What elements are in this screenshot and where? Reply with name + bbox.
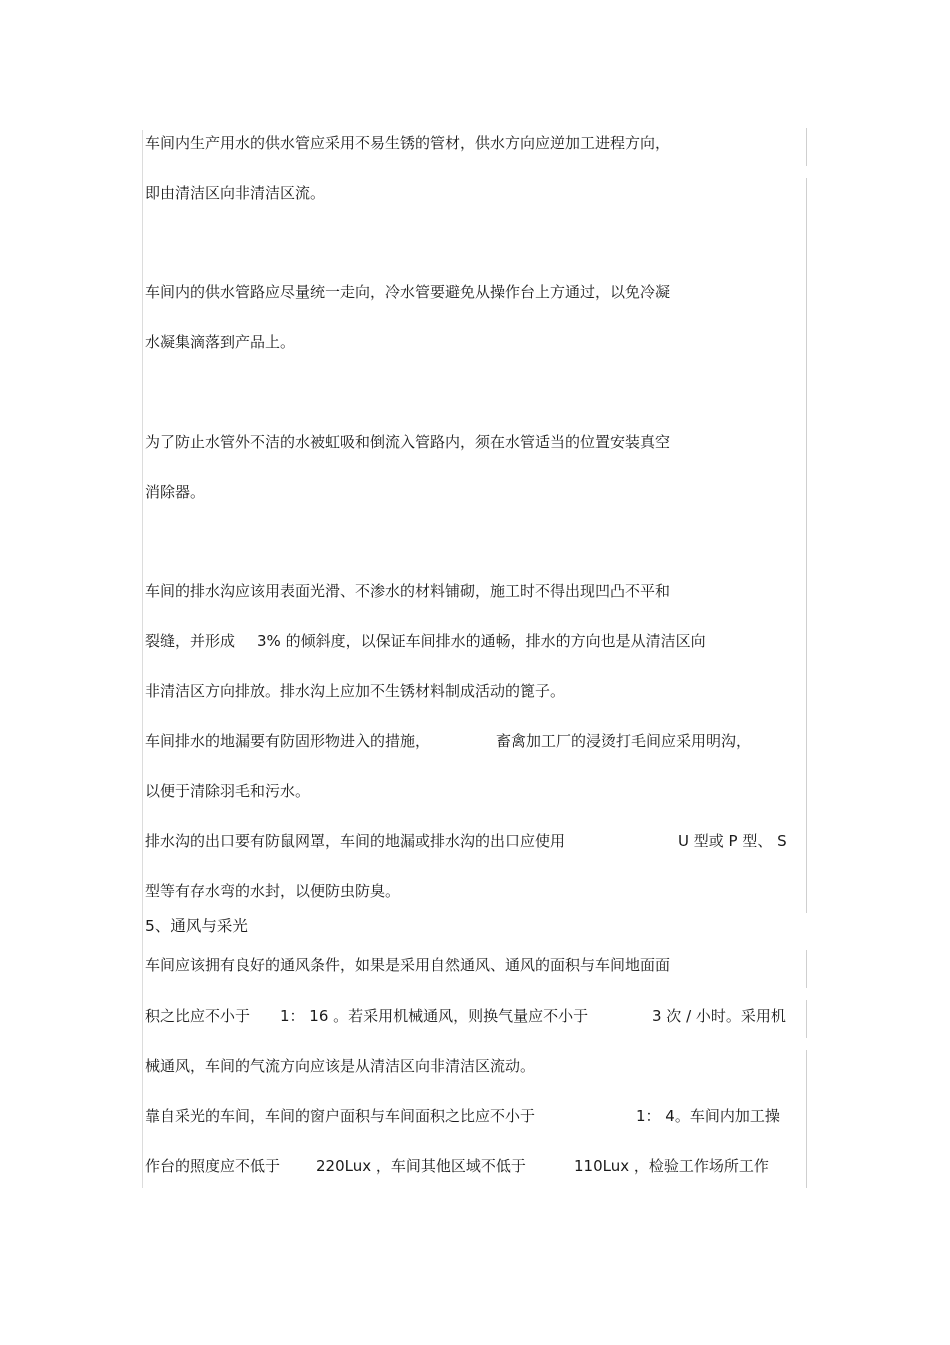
paragraph-line: 械通风，车间的气流方向应该是从清洁区向非清洁区流动。	[145, 1057, 536, 1075]
text-segment: U 型或 P 型、 S	[678, 832, 787, 850]
section-heading: 5、通风与采光	[145, 917, 248, 935]
text-segment: 车间排水的地漏要有防固形物进入的措施，	[145, 732, 431, 750]
paragraph-line: 水凝集滴落到产品上。	[145, 333, 296, 351]
right-margin-rule	[806, 950, 807, 988]
text-segment: 裂缝，并形成	[145, 632, 236, 650]
right-margin-rule	[806, 178, 807, 913]
text-segment: 1： 4。车间内加工操	[636, 1107, 780, 1125]
left-margin-rule	[142, 130, 143, 1188]
paragraph-line: 车间内生产用水的供水管应采用不易生锈的管材，供水方向应逆加工进程方向，	[145, 134, 671, 152]
text-segment: 作台的照度应不低于	[145, 1157, 281, 1175]
right-margin-rule	[806, 1050, 807, 1188]
paragraph-line: 消除器。	[145, 483, 206, 501]
paragraph-line: 车间应该拥有良好的通风条件，如果是采用自然通风、通风的面积与车间地面面	[145, 956, 671, 974]
text-segment: 3% 的倾斜度，以保证车间排水的通畅，排水的方向也是从清洁区向	[257, 632, 706, 650]
text-segment: 1： 16 。若采用机械通风，则换气量应不小于	[280, 1007, 589, 1025]
text-segment: 3 次 / 小时。采用机	[652, 1007, 786, 1025]
paragraph-line: 车间的排水沟应该用表面光滑、不渗水的材料铺砌，施工时不得出现凹凸不平和	[145, 582, 671, 600]
text-segment: 畜禽加工厂的浸烫打毛间应采用明沟，	[496, 732, 752, 750]
paragraph-line: 为了防止水管外不洁的水被虹吸和倒流入管路内，须在水管适当的位置安装真空	[145, 433, 671, 451]
right-margin-rule	[806, 128, 807, 166]
right-margin-rule	[806, 1000, 807, 1038]
text-segment: 220Lux ，车间其他区域不低于	[316, 1157, 526, 1175]
text-segment: 110Lux ，检验工作场所工作	[574, 1157, 769, 1175]
paragraph-line: 车间内的供水管路应尽量统一走向，冷水管要避免从操作台上方通过，以免冷凝	[145, 283, 671, 301]
paragraph-line: 型等有存水弯的水封，以便防虫防臭。	[145, 882, 401, 900]
text-segment: 积之比应不小于	[145, 1007, 251, 1025]
paragraph-line: 即由清洁区向非清洁区流。	[145, 184, 326, 202]
paragraph-line: 非清洁区方向排放。排水沟上应加不生锈材料制成活动的篦子。	[145, 682, 566, 700]
text-segment: 排水沟的出口要有防鼠网罩，车间的地漏或排水沟的出口应使用	[145, 832, 566, 850]
text-segment: 靠自采光的车间，车间的窗户面积与车间面积之比应不小于	[145, 1107, 536, 1125]
paragraph-line: 以便于清除羽毛和污水。	[145, 782, 311, 800]
